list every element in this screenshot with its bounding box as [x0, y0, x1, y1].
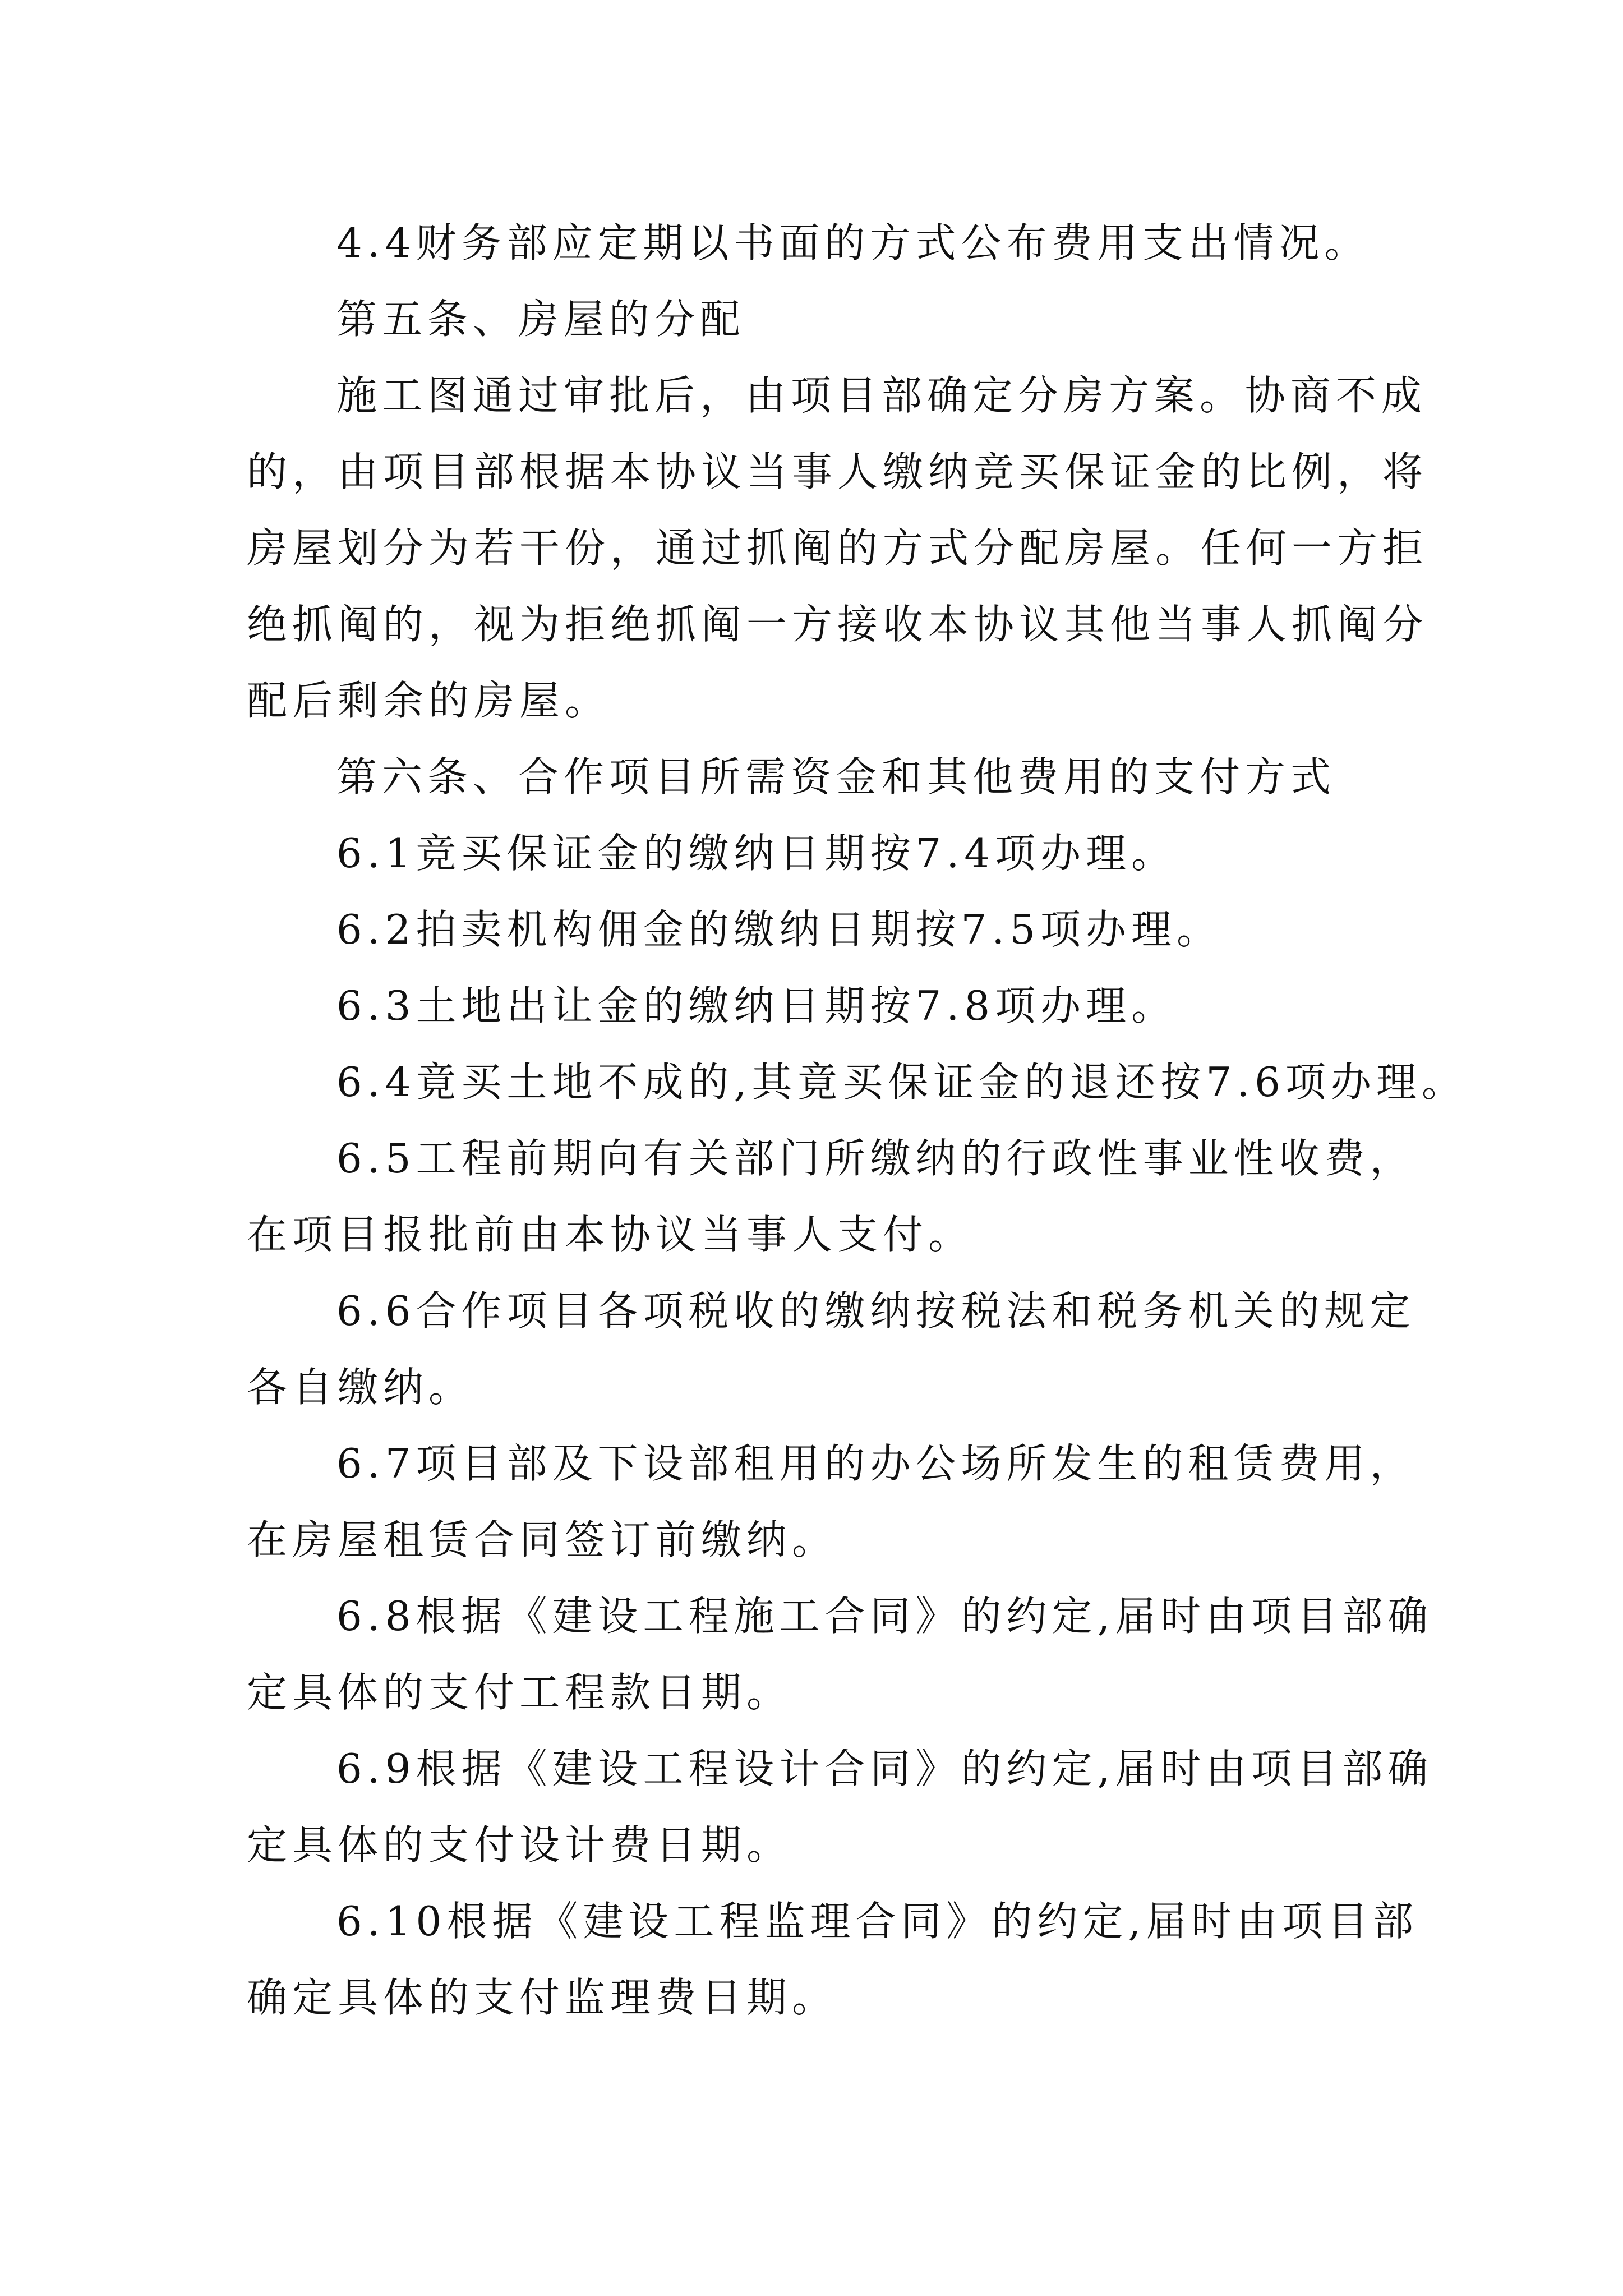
- text-line: 4.4财务部应定期以书面的方式公布费用支出情况。: [336, 219, 1370, 266]
- text-line: 6.6合作项目各项税收的缴纳按税法和税务机关的规定: [336, 1287, 1415, 1335]
- text-line: 各自缴纳。: [247, 1364, 474, 1411]
- text-line: 定具体的支付工程款日期。: [247, 1669, 792, 1716]
- text-line: 第五条、房屋的分配: [336, 296, 746, 343]
- text-line: 确定具体的支付监理费日期。: [247, 1974, 838, 2021]
- text-line: 配后剩余的房屋。: [247, 677, 611, 724]
- text-line: 6.3土地出让金的缴纳日期按7.8项办理。: [336, 982, 1177, 1029]
- text-line: 6.10根据《建设工程监理合同》的约定,届时由项目部: [336, 1898, 1419, 1945]
- text-line: 施工图通过审批后，由项目部确定分房方案。协商不成: [336, 372, 1427, 419]
- text-line: 第六条、合作项目所需资金和其他费用的支付方式: [336, 753, 1336, 800]
- text-line: 6.5工程前期向有关部门所缴纳的行政性事业性收费，: [336, 1135, 1415, 1182]
- text-line: 6.4竟买土地不成的,其竟买保证金的退还按7.6项办理。: [336, 1059, 1467, 1106]
- text-line: 6.1竞买保证金的缴纳日期按7.4项办理。: [336, 830, 1177, 877]
- text-line: 在项目报批前由本协议当事人支付。: [247, 1211, 974, 1258]
- text-line: 定具体的支付设计费日期。: [247, 1821, 792, 1869]
- text-line: 6.9根据《建设工程设计合同》的约定,届时由项目部确: [336, 1745, 1433, 1792]
- text-line: 绝抓阄的，视为拒绝抓阄一方接收本协议其他当事人抓阄分: [247, 601, 1428, 648]
- text-line: 房屋划分为若干份，通过抓阄的方式分配房屋。任何一方拒: [247, 524, 1428, 572]
- text-line: 6.8根据《建设工程施工合同》的约定,届时由项目部确: [336, 1593, 1433, 1640]
- text-line: 6.2拍卖机构佣金的缴纳日期按7.5项办理。: [336, 906, 1223, 953]
- text-line: 的，由项目部根据本协议当事人缴纳竞买保证金的比例，将: [247, 448, 1428, 495]
- text-line: 在房屋租赁合同签订前缴纳。: [247, 1516, 838, 1563]
- text-line: 6.7项目部及下设部租用的办公场所发生的租赁费用，: [336, 1440, 1415, 1487]
